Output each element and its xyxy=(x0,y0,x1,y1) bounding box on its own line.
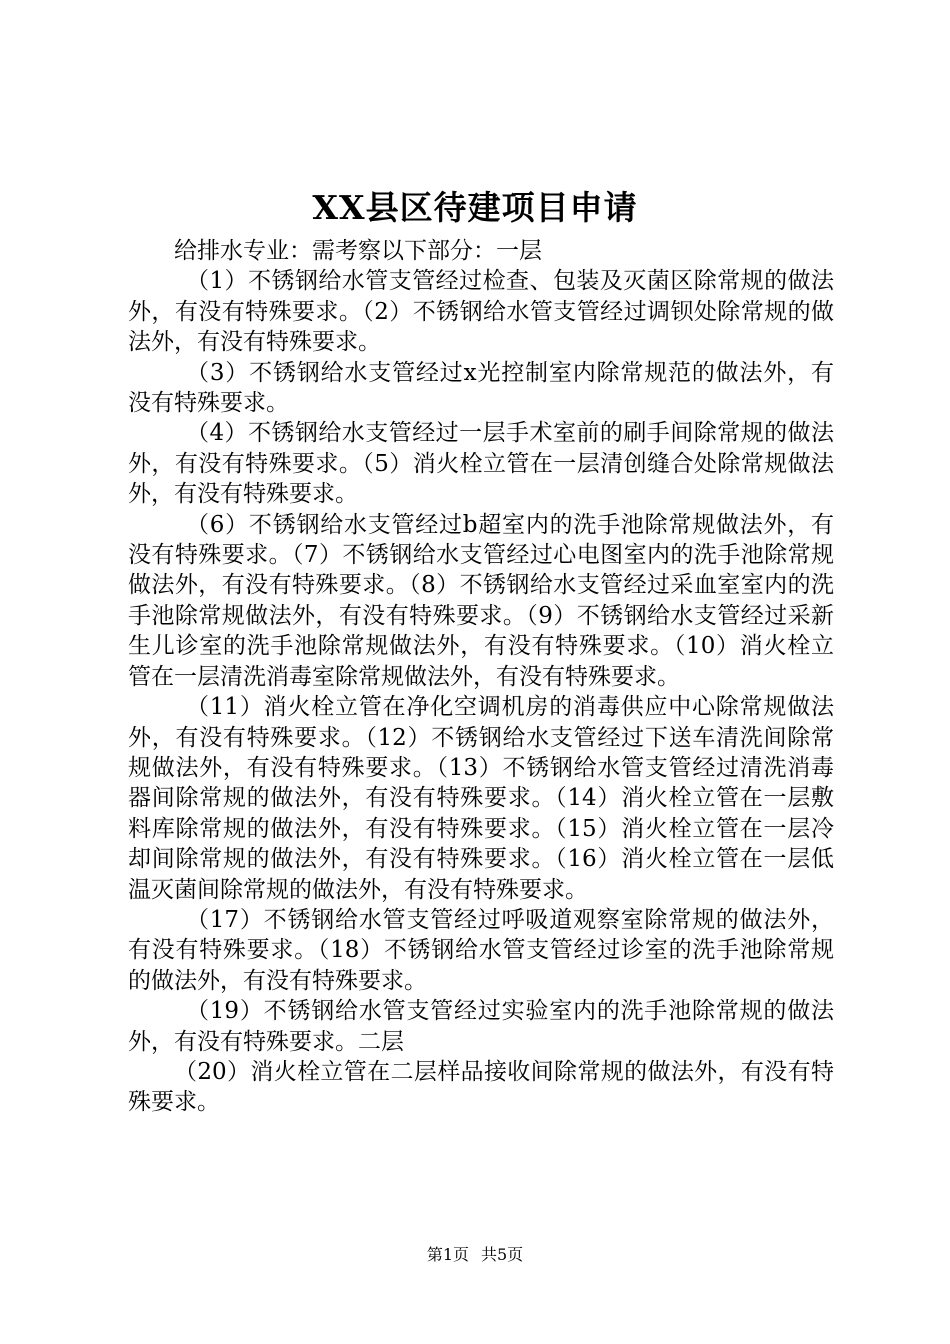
paragraph-8: （20）消火栓立管在二层样品接收间除常规的做法外，有没有特殊要求。 xyxy=(128,1058,834,1116)
paragraph-5: （11）消火栓立管在净化空调机房的消毒供应中心除常规做法外，有没有特殊要求。（12）不锈钢给水支管经过下送车清洗间除常规做法外，有没有特殊要求。（13）不锈钢给水管支管经过清洗消毒器间除常规的做法外，有没有特殊要求。（14）消火栓立管在一层敷料库除常规的做法外，有没有特殊要求。（15）消火栓立管在一层冷却间除常规的做法外，有没有特殊要求。（16）消火栓立管在一层低温灭菌间除常规的做法外，有没有特殊要求。 xyxy=(128,694,834,903)
page-number-total: 共5页 xyxy=(481,1245,524,1264)
paragraph-7: （19）不锈钢给水管支管经过实验室内的洗手池除常规的做法外，有没有特殊要求。二层 xyxy=(128,998,834,1055)
paragraph-1: （1）不锈钢给水管支管经过检查、包装及灭菌区除常规的做法外，有没有特殊要求。（2）不锈钢给水管支管经过调钡处除常规的做法外，有没有特殊要求。 xyxy=(128,268,834,356)
paragraph-3: （4）不锈钢给水支管经过一层手术室前的刷手间除常规的做法外，有没有特殊要求。（5）消火栓立管在一层清创缝合处除常规做法外，有没有特殊要求。 xyxy=(128,420,834,508)
page-footer xyxy=(0,1244,950,1266)
document-body xyxy=(128,236,834,1118)
paragraph-6: （17）不锈钢给水管支管经过呼吸道观察室除常规的做法外，有没有特殊要求。（18）不锈钢给水管支管经过诊室的洗手池除常规的做法外，有没有特殊要求。 xyxy=(128,906,834,994)
paragraph-4: （6）不锈钢给水支管经过b超室内的洗手池除常规做法外，有没有特殊要求。（7）不锈钢给水支管经过心电图室内的洗手池除常规做法外，有没有特殊要求。（8）不锈钢给水支管经过采血室室内的洗手池除常规做法外，有没有特殊要求。（9）不锈钢给水支管经过采新生儿诊室的洗手池除常规做法外，有没有特殊要求。（10）消火栓立管在一层清洗消毒室除常规做法外，有没有特殊要求。 xyxy=(128,511,834,690)
page-number-current: 第1页 xyxy=(426,1245,469,1264)
intro-paragraph: 给排水专业：需考察以下部分：一层 xyxy=(174,238,542,264)
paragraph-2: （3）不锈钢给水支管经过x光控制室内除常规范的做法外，有没有特殊要求。 xyxy=(128,359,834,417)
document-title: XX县区待建项目申请 xyxy=(312,188,638,227)
